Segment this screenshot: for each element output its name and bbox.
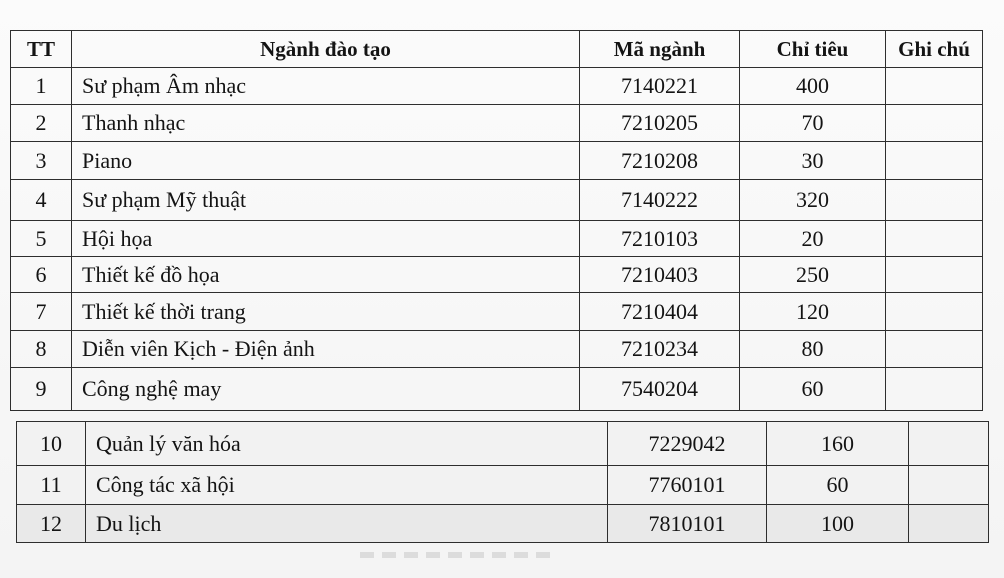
cell-note [909, 422, 989, 466]
cell-note [909, 466, 989, 505]
cell-quota: 60 [740, 368, 886, 411]
table-row [11, 142, 983, 180]
table-row [11, 105, 983, 142]
faded-text-fragment [360, 552, 550, 558]
cell-major-name: Sư phạm Mỹ thuật [72, 180, 580, 221]
table-row [11, 331, 983, 368]
cell-note [886, 257, 983, 293]
cell-note [886, 142, 983, 180]
cell-tt: 1 [11, 68, 72, 105]
cell-note [886, 105, 983, 142]
cell-major-code: 7140222 [580, 180, 740, 221]
cell-quota: 30 [740, 142, 886, 180]
cell-major-name: Sư phạm Âm nhạc [72, 68, 580, 105]
header-quota: Chỉ tiêu [740, 31, 886, 68]
cell-major-code: 7210234 [580, 331, 740, 368]
cell-quota: 160 [767, 422, 909, 466]
admission-quota-table-continued [16, 421, 989, 543]
cell-tt: 4 [11, 180, 72, 221]
cell-quota: 120 [740, 293, 886, 331]
cell-major-name: Công tác xã hội [86, 466, 608, 505]
cell-quota: 100 [767, 505, 909, 543]
table-row [17, 505, 989, 543]
cell-major-code: 7210205 [580, 105, 740, 142]
cell-major-name: Quản lý văn hóa [86, 422, 608, 466]
cell-major-name: Piano [72, 142, 580, 180]
cell-major-code: 7810101 [608, 505, 767, 543]
cell-major-name: Thiết kế thời trang [72, 293, 580, 331]
cell-note [886, 368, 983, 411]
cell-note [886, 293, 983, 331]
table-row [11, 180, 983, 221]
cell-quota: 250 [740, 257, 886, 293]
cell-tt: 2 [11, 105, 72, 142]
cell-note [909, 505, 989, 543]
table-header-row [11, 31, 983, 68]
table-row [11, 293, 983, 331]
table-row [17, 422, 989, 466]
header-major-name: Ngành đào tạo [72, 31, 580, 68]
cell-tt: 5 [11, 221, 72, 257]
cell-note [886, 331, 983, 368]
cell-major-code: 7210403 [580, 257, 740, 293]
table-row [11, 68, 983, 105]
cell-major-name: Thanh nhạc [72, 105, 580, 142]
cell-note [886, 68, 983, 105]
cell-major-code: 7760101 [608, 466, 767, 505]
cell-major-code: 7540204 [580, 368, 740, 411]
admission-quota-table [10, 30, 983, 411]
cell-major-name: Du lịch [86, 505, 608, 543]
cell-major-name: Công nghệ may [72, 368, 580, 411]
table-row [11, 368, 983, 411]
cell-quota: 80 [740, 331, 886, 368]
table-row [11, 221, 983, 257]
cell-tt: 6 [11, 257, 72, 293]
header-major-code: Mã ngành [580, 31, 740, 68]
cell-tt: 7 [11, 293, 72, 331]
cell-tt: 10 [17, 422, 86, 466]
cell-major-code: 7140221 [580, 68, 740, 105]
header-note: Ghi chú [886, 31, 983, 68]
cell-quota: 20 [740, 221, 886, 257]
cell-tt: 8 [11, 331, 72, 368]
cell-major-name: Diễn viên Kịch - Điện ảnh [72, 331, 580, 368]
cell-note [886, 180, 983, 221]
table-row [17, 466, 989, 505]
cell-major-code: 7229042 [608, 422, 767, 466]
header-tt: TT [11, 31, 72, 68]
cell-tt: 12 [17, 505, 86, 543]
cell-tt: 9 [11, 368, 72, 411]
table-row [11, 257, 983, 293]
cell-quota: 320 [740, 180, 886, 221]
cell-major-code: 7210103 [580, 221, 740, 257]
cell-tt: 3 [11, 142, 72, 180]
cell-major-name: Thiết kế đồ họa [72, 257, 580, 293]
cell-quota: 60 [767, 466, 909, 505]
cell-major-code: 7210208 [580, 142, 740, 180]
cell-quota: 70 [740, 105, 886, 142]
cell-major-name: Hội họa [72, 221, 580, 257]
cell-tt: 11 [17, 466, 86, 505]
cell-major-code: 7210404 [580, 293, 740, 331]
cell-note [886, 221, 983, 257]
cell-quota: 400 [740, 68, 886, 105]
